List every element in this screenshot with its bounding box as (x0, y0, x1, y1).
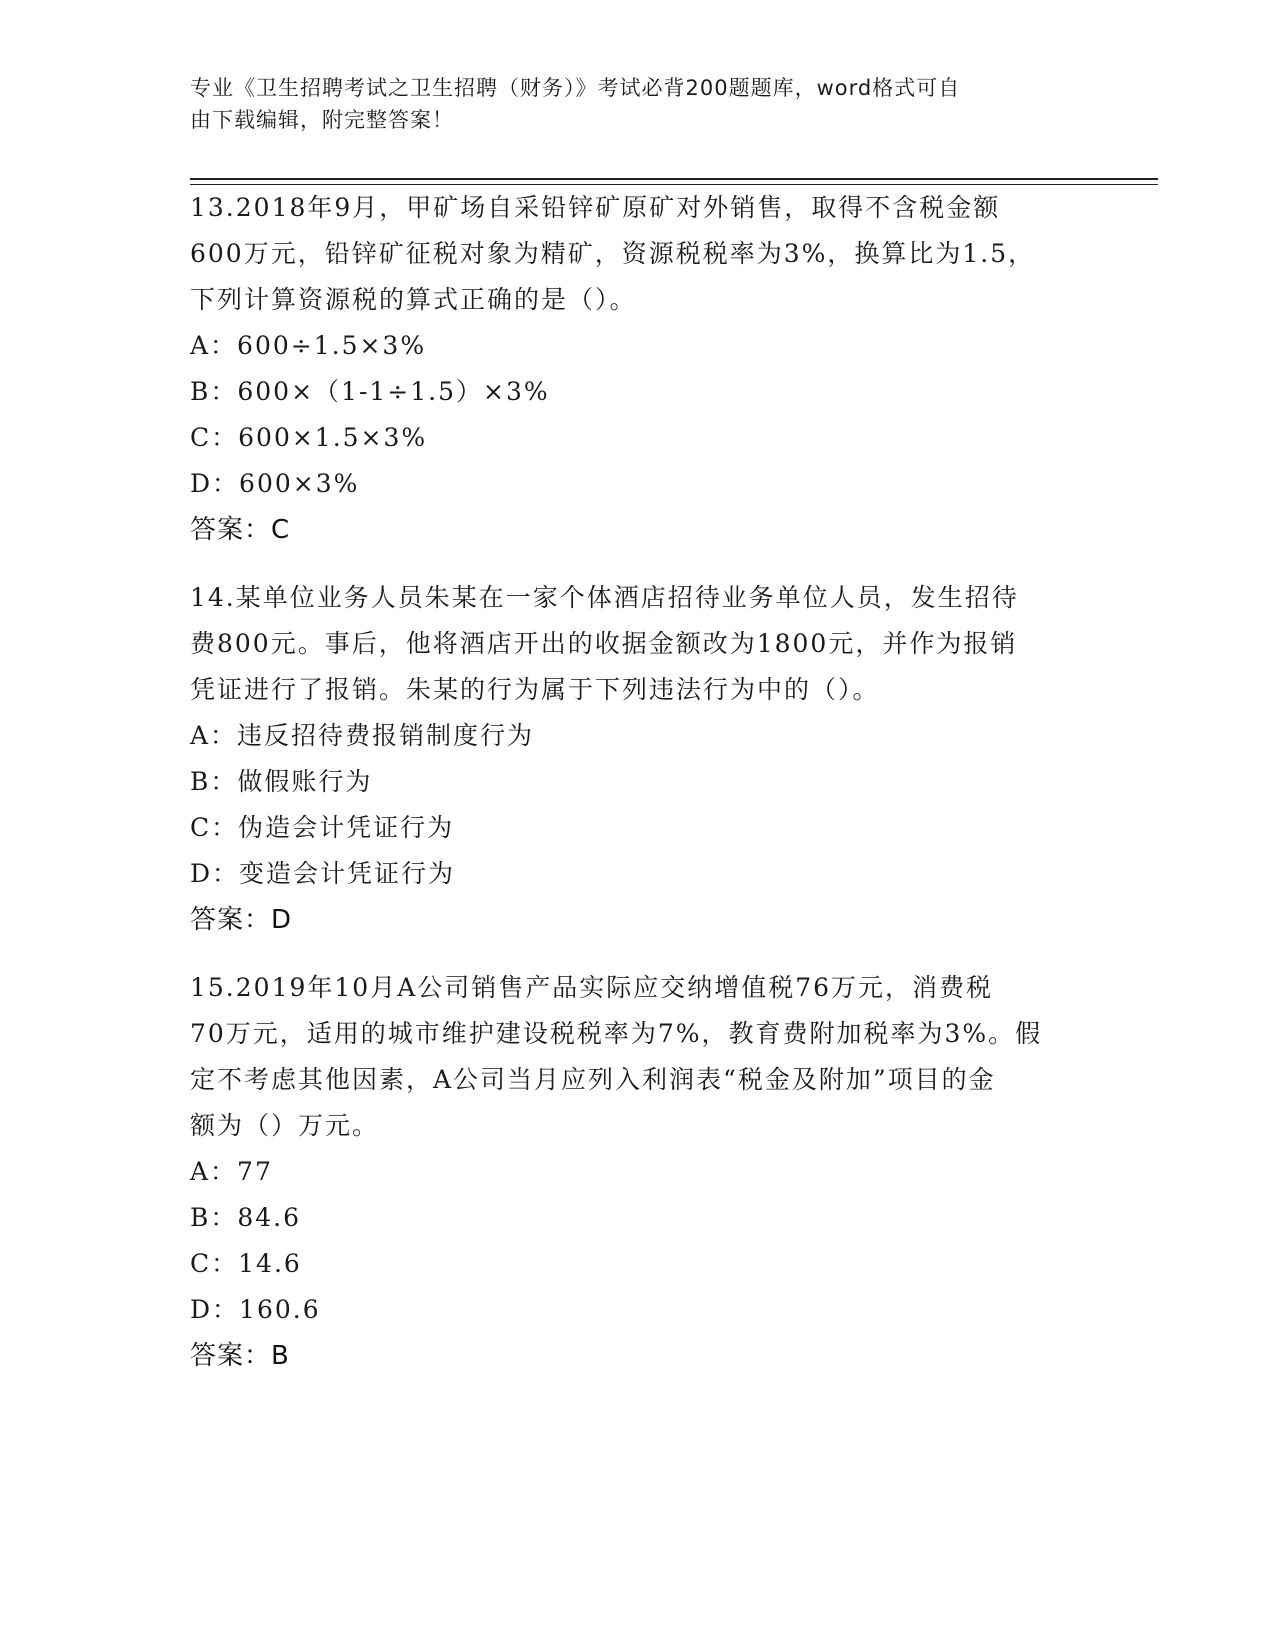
question-14 (190, 575, 1090, 943)
question-13 (190, 185, 1090, 553)
option-c: C：600×1.5×3% (190, 423, 428, 452)
header-divider-thick (190, 178, 1158, 180)
question-stem-line: 13.2018年9月，甲矿场自采铅锌矿原矿对外销售，取得不含税金额 (190, 193, 1001, 222)
option-a: A：600÷1.5×3% (190, 331, 427, 360)
question-stem-line: 定不考虑其他因素，A公司当月应列入利润表“税金及附加”项目的金 (190, 1065, 996, 1094)
option-c: C：14.6 (190, 1249, 302, 1278)
option-a: A：违反招待费报销制度行为 (190, 721, 535, 750)
option-b: B：600×（1-1÷1.5）×3% (190, 377, 550, 406)
question-stem-line: 额为（）万元。 (190, 1111, 380, 1140)
question-stem-line: 下列计算资源税的算式正确的是（）。 (190, 285, 637, 314)
question-stem-line: 凭证进行了报销。朱某的行为属于下列违法行为中的（）。 (190, 675, 880, 704)
option-b: B：做假账行为 (190, 767, 373, 796)
header-line-2: 由下载编辑，附完整答案！ (190, 108, 454, 132)
option-d: D：160.6 (190, 1295, 321, 1324)
document-header (190, 72, 1070, 136)
answer-line: 答案：D (190, 905, 293, 935)
option-c: C：伪造会计凭证行为 (190, 813, 455, 842)
question-stem-line: 70万元，适用的城市维护建设税税率为7%，教育费附加税率为3%。假 (190, 1019, 1043, 1048)
question-stem-line: 14.某单位业务人员朱某在一家个体酒店招待业务单位人员，发生招待 (190, 583, 1019, 612)
header-line-1: 专业《卫生招聘考试之卫生招聘（财务）》考试必背200题题库，word格式可自 (190, 76, 961, 100)
question-stem-line: 15.2019年10月A公司销售产品实际应交纳增值税76万元，消费税 (190, 973, 994, 1002)
option-a: A：77 (190, 1157, 273, 1186)
question-15 (190, 965, 1090, 1379)
answer-line: 答案：B (190, 1341, 290, 1371)
option-d: D：变造会计凭证行为 (190, 859, 456, 888)
option-b: B：84.6 (190, 1203, 302, 1232)
question-stem-line: 费800元。事后，他将酒店开出的收据金额改为1800元，并作为报销 (190, 629, 1018, 658)
question-stem-line: 600万元，铅锌矿征税对象为精矿，资源税税率为3%，换算比为1.5， (190, 239, 1036, 268)
option-d: D：600×3% (190, 469, 360, 498)
answer-line: 答案：C (190, 515, 291, 545)
